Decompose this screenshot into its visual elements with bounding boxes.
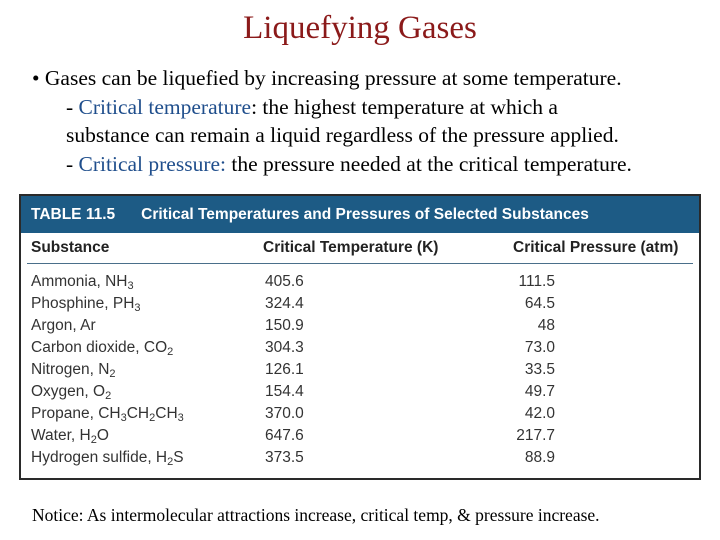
temperature-cell: 150.9 bbox=[265, 317, 304, 334]
critical-properties-table bbox=[19, 194, 701, 480]
substance-sub: 2 bbox=[90, 434, 97, 446]
pressure-cell: 111.5 bbox=[518, 273, 555, 290]
temperature-cell: 647.6 bbox=[265, 427, 304, 444]
substance-sub2: 2 bbox=[149, 412, 156, 424]
substance-cell bbox=[27, 273, 263, 291]
column-headers bbox=[27, 233, 693, 264]
temperature-cell: 154.4 bbox=[265, 383, 304, 400]
substance-cell bbox=[27, 339, 263, 357]
table-label: TABLE 11.5 bbox=[31, 205, 116, 223]
term-critical-pressure: Critical pressure: bbox=[78, 151, 227, 176]
substance-cell bbox=[27, 317, 263, 335]
bullet-list bbox=[32, 64, 712, 178]
substance-tail: O bbox=[96, 427, 109, 444]
table-row bbox=[27, 315, 693, 337]
pressure-cell: 42.0 bbox=[524, 405, 555, 422]
substance-name: Carbon dioxide, CO bbox=[31, 339, 168, 356]
substance-name: Water, H bbox=[31, 427, 91, 444]
definition-text: : the highest temperature at which a bbox=[251, 94, 558, 119]
substance-tail: CH bbox=[126, 405, 150, 422]
substance-name: Hydrogen sulfide, H bbox=[31, 449, 168, 466]
temperature-cell: 405.6 bbox=[265, 273, 304, 290]
table-body bbox=[21, 271, 699, 469]
substance-name: Ammonia, NH bbox=[31, 273, 128, 290]
substance-sub: 2 bbox=[109, 368, 116, 380]
term-critical-temperature: Critical temperature bbox=[78, 94, 252, 119]
substance-sub: 3 bbox=[134, 302, 141, 314]
table-header-bar bbox=[21, 196, 699, 233]
dash: - bbox=[66, 94, 79, 119]
substance-cell bbox=[27, 427, 263, 445]
substance-cell bbox=[27, 405, 263, 423]
substance-name: Argon, Ar bbox=[31, 317, 96, 334]
column-header-temperature: Critical Temperature (K) bbox=[263, 239, 439, 256]
table-row bbox=[27, 271, 693, 293]
substance-cell bbox=[27, 361, 263, 379]
substance-sub: 3 bbox=[127, 280, 134, 292]
substance-cell bbox=[27, 383, 263, 401]
notice-text: Notice: As intermolecular attractions increase, critical temp, & pressure increase. bbox=[32, 505, 600, 525]
definition-text: the pressure needed at the critical temperature. bbox=[226, 151, 632, 176]
substance-name: Oxygen, O bbox=[31, 383, 106, 400]
table-row bbox=[27, 403, 693, 425]
temperature-cell: 324.4 bbox=[265, 295, 304, 312]
bullet-critical-temperature-cont: substance can remain a liquid regardless of the pressure applied. bbox=[66, 123, 619, 147]
bullet-critical-pressure bbox=[32, 150, 712, 179]
column-header-substance: Substance bbox=[31, 239, 110, 256]
substance-tail: S bbox=[173, 449, 184, 466]
pressure-cell: 48 bbox=[537, 317, 555, 334]
substance-sub: 2 bbox=[167, 346, 174, 358]
table-row bbox=[27, 447, 693, 469]
pressure-cell: 217.7 bbox=[516, 427, 555, 444]
dash: - bbox=[66, 151, 79, 176]
temperature-cell: 373.5 bbox=[265, 449, 304, 466]
temperature-cell: 370.0 bbox=[265, 405, 304, 422]
temperature-cell: 304.3 bbox=[265, 339, 304, 356]
substance-cell bbox=[27, 295, 263, 313]
pressure-cell: 64.5 bbox=[524, 295, 555, 312]
column-header-pressure: Critical Pressure (atm) bbox=[513, 239, 679, 256]
table-row bbox=[27, 381, 693, 403]
pressure-cell: 88.9 bbox=[524, 449, 555, 466]
table-row bbox=[27, 359, 693, 381]
slide-title: Liquefying Gases bbox=[243, 10, 477, 46]
pressure-cell: 73.0 bbox=[524, 339, 555, 356]
table-row bbox=[27, 337, 693, 359]
table-caption: Critical Temperatures and Pressures of Selected Substances bbox=[141, 205, 589, 223]
substance-tail2: CH bbox=[155, 405, 178, 422]
pressure-cell: 49.7 bbox=[524, 383, 555, 400]
substance-sub: 2 bbox=[105, 390, 112, 402]
table-row bbox=[27, 293, 693, 315]
bullet-main: • Gases can be liquefied by increasing pressure at some temperature. bbox=[32, 66, 622, 90]
substance-cell bbox=[27, 449, 263, 467]
bullet-critical-temperature bbox=[32, 93, 712, 122]
temperature-cell: 126.1 bbox=[265, 361, 304, 378]
pressure-cell: 33.5 bbox=[524, 361, 555, 378]
substance-name: Phosphine, PH bbox=[31, 295, 135, 312]
substance-sub3: 3 bbox=[177, 412, 184, 424]
substance-sub: 3 bbox=[120, 412, 127, 424]
substance-name: Propane, CH bbox=[31, 405, 121, 422]
substance-name: Nitrogen, N bbox=[31, 361, 110, 378]
substance-sub: 2 bbox=[167, 456, 174, 468]
table-row bbox=[27, 425, 693, 447]
